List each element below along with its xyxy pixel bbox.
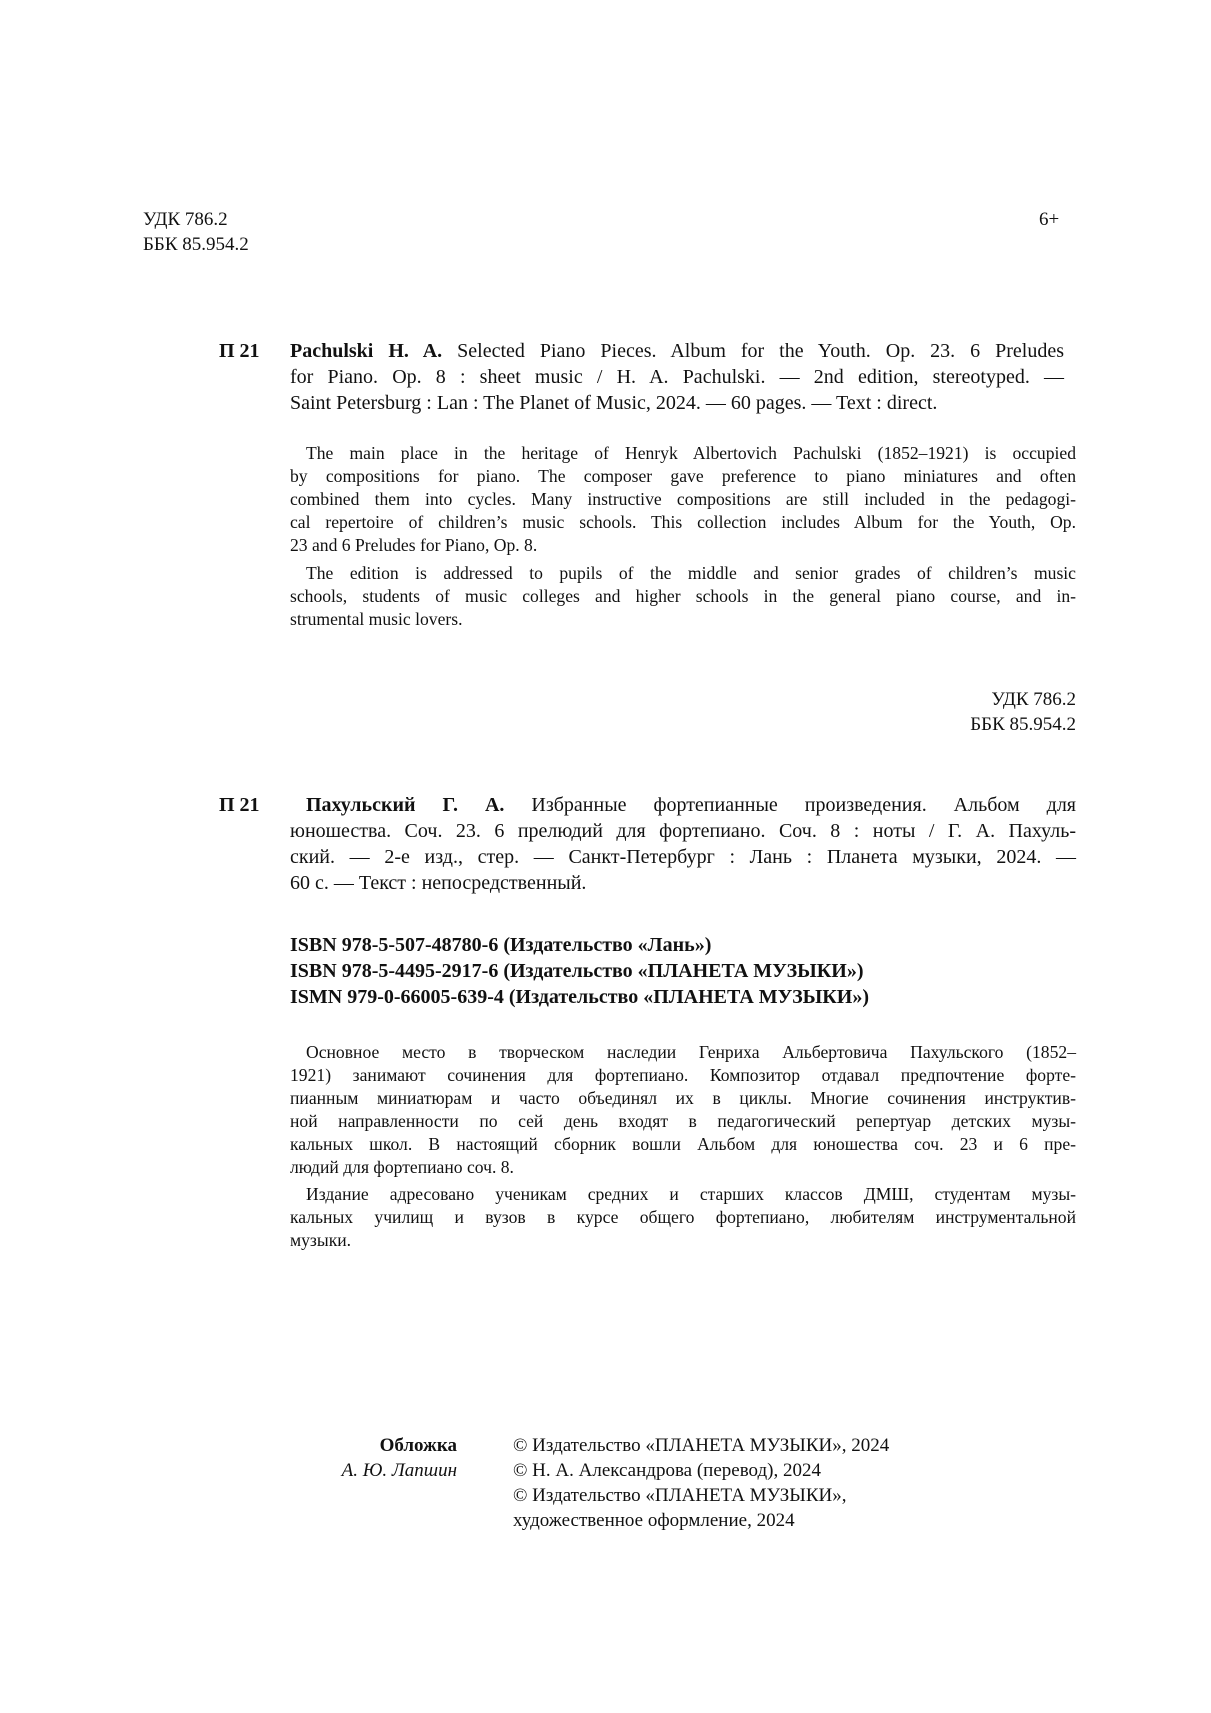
cover-artist: А. Ю. Лапшин: [341, 1460, 457, 1481]
abstract-ru-line-3: пианным миниатюрам и часто объединял их в циклы. Многие сочинения инструктив-: [290, 1088, 1076, 1108]
abstract-en-line-6: The edition is addressed to pupils of the middle and senior grades of children’s music: [306, 563, 1076, 583]
abstract-en-line-4: cal repertoire of children’s music schools. This collection includes Album for the Youth, Op.: [290, 512, 1076, 532]
age-rating: 6+: [1039, 209, 1060, 230]
bib-line-ru-1: Избранные фортепианные произведения. Альбом для: [504, 794, 1076, 816]
isbn-planet: ISBN 978-5-4495-2917-6 (Издательство «ПЛАНЕТА МУЗЫКИ»): [290, 960, 864, 982]
bbk-code-mid: ББК 85.954.2: [970, 714, 1076, 735]
bib-line-en-3: Saint Petersburg : Lan : The Planet of Music, 2024. — 60 pages. — Text : direct.: [290, 392, 938, 414]
abstract-ru-line-9: музыки.: [290, 1230, 352, 1250]
abstract-ru-line-7: Издание адресовано ученикам средних и старших классов ДМШ, студентам музы-: [306, 1184, 1076, 1204]
abstract-ru-line-5: кальных школ. В настоящий сборник вошли Альбом для юношества соч. 23 и 6 пре-: [290, 1134, 1076, 1154]
bib-line-ru-4: 60 с. — Текст : непосредственный.: [290, 872, 587, 894]
bib-line-en-2: for Piano. Op. 8 : sheet music / H. A. Pachulski. — 2nd edition, stereotyped. —: [290, 366, 1064, 388]
abstract-en-line-2: by compositions for piano. The composer gave preference to piano miniatures and often: [290, 466, 1076, 486]
isbn-lan: ISBN 978-5-507-48780-6 (Издательство «Лань»): [290, 934, 712, 956]
catalog-index-en: П 21: [219, 340, 260, 362]
bib-entry-en: [290, 338, 1064, 364]
abstract-ru-line-6: людий для фортепиано соч. 8.: [290, 1157, 514, 1177]
udk-code-top: УДК 786.2: [143, 209, 228, 230]
abstract-ru-line-4: ной направленности по сей день входят в педагогический репертуар детских музы-: [290, 1111, 1076, 1131]
abstract-en-line-5: 23 and 6 Preludes for Piano, Op. 8.: [290, 535, 538, 555]
abstract-en-line-7: schools, students of music colleges and higher schools in the general piano course, and in-: [290, 586, 1076, 606]
bib-line-ru-2: юношества. Соч. 23. 6 прелюдий для фортепиано. Соч. 8 : ноты / Г. А. Пахуль-: [290, 820, 1076, 842]
copyright-line-3: © Издательство «ПЛАНЕТА МУЗЫКИ»,: [513, 1485, 847, 1506]
copyright-line-4: художественное оформление, 2024: [513, 1510, 795, 1531]
author-ru: Пахульский Г. А.: [306, 794, 505, 816]
abstract-en-line-1: The main place in the heritage of Henryk Albertovich Pachulski (1852–1921) is occupied: [306, 443, 1076, 463]
bbk-code-top: ББК 85.954.2: [143, 234, 249, 255]
author-en: Pachulski H. A.: [290, 340, 443, 362]
abstract-en-line-3: combined them into cycles. Many instructive compositions are still included in the pedagogi-: [290, 489, 1076, 509]
udk-code-mid: УДК 786.2: [991, 689, 1076, 710]
copyright-line-2: © Н. А. Александрова (перевод), 2024: [513, 1460, 822, 1481]
cover-label: Обложка: [379, 1435, 457, 1456]
abstract-ru-line-2: 1921) занимают сочинения для фортепиано. Композитор отдавал предпочтение форте-: [290, 1065, 1076, 1085]
ismn-planet: ISMN 979-0-66005-639-4 (Издательство «ПЛАНЕТА МУЗЫКИ»): [290, 986, 870, 1008]
abstract-ru-line-1: Основное место в творческом наследии Генриха Альбертовича Пахульского (1852–: [306, 1042, 1076, 1062]
abstract-en-line-8: strumental music lovers.: [290, 609, 463, 629]
bib-entry-ru: [306, 792, 1076, 818]
abstract-ru-line-8: кальных училищ и вузов в курсе общего фортепиано, любителям инструментальной: [290, 1207, 1076, 1227]
bib-line-en-1: Selected Piano Pieces. Album for the Youth. Op. 23. 6 Preludes: [442, 340, 1064, 362]
bib-line-ru-3: ский. — 2-е изд., стер. — Санкт-Петербург : Лань : Планета музыки, 2024. —: [290, 846, 1076, 868]
copyright-line-1: © Издательство «ПЛАНЕТА МУЗЫКИ», 2024: [513, 1435, 890, 1456]
catalog-index-ru: П 21: [219, 794, 260, 816]
